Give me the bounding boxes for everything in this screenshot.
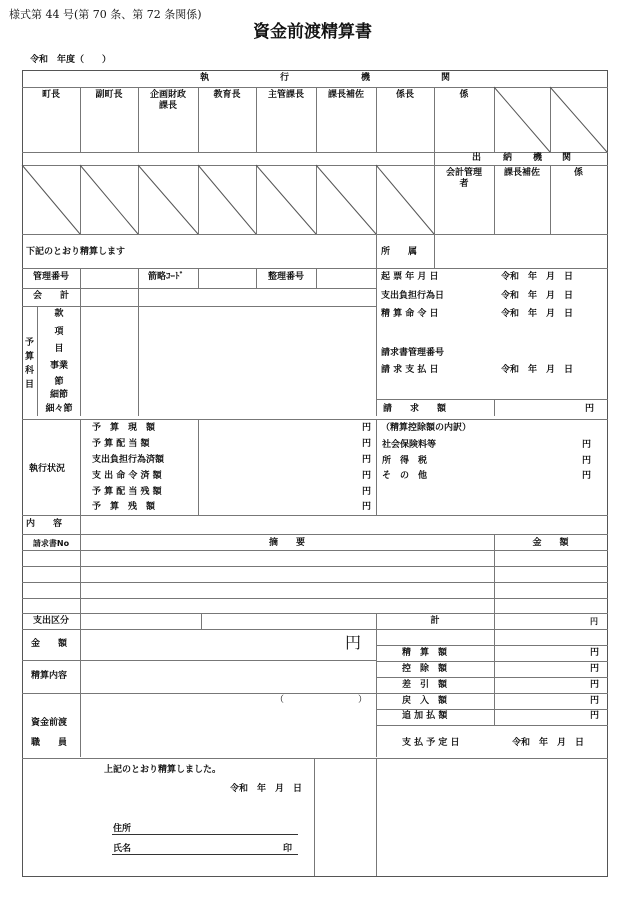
date-label-settlement-order: 精 算 命 令 日 bbox=[381, 309, 439, 319]
divider bbox=[376, 661, 608, 662]
budget-item-setsu: 節 bbox=[54, 377, 64, 387]
role-section-head: 係長 bbox=[395, 90, 414, 100]
summary-label-net: 差 引 額 bbox=[402, 680, 448, 690]
affiliation-field[interactable] bbox=[435, 235, 607, 267]
total-label: 計 bbox=[430, 616, 440, 626]
reference-no-field[interactable] bbox=[317, 269, 375, 287]
summary-unit: 円 bbox=[590, 696, 600, 706]
role-planning-finance-chief: 企画財政 課長 bbox=[149, 90, 186, 111]
divider bbox=[80, 419, 81, 515]
diagonal-slash-icon bbox=[316, 165, 376, 234]
status-unit: 円 bbox=[362, 471, 372, 481]
deduction-title: （精算控除額の内訳） bbox=[381, 423, 472, 433]
status-unit: 円 bbox=[362, 439, 372, 449]
content-field[interactable] bbox=[81, 516, 607, 533]
diagonal-slash-icon bbox=[494, 87, 550, 152]
execution-label-2: 行 bbox=[280, 73, 290, 83]
account-field[interactable] bbox=[81, 289, 137, 305]
treasury-label-3: 機 bbox=[533, 153, 543, 163]
invoice-mgmt-label: 請求書管理番号 bbox=[381, 348, 445, 358]
divider bbox=[376, 709, 608, 710]
column-header-summary: 摘 要 bbox=[268, 538, 305, 548]
status-unit: 円 bbox=[362, 423, 372, 433]
divider bbox=[376, 645, 608, 646]
declaration-date[interactable]: 令和 年 月 日 bbox=[230, 784, 303, 794]
status-label-budget-remaining: 予 算 残 額 bbox=[92, 502, 156, 512]
diagonal-slash-icon bbox=[376, 165, 434, 234]
page-title: 資金前渡精算書 bbox=[253, 22, 372, 42]
short-code-field[interactable] bbox=[199, 269, 255, 287]
invoice-pay-date-value[interactable]: 令和 年 月 日 bbox=[501, 365, 574, 375]
invoice-amount-label: 請 求 額 bbox=[383, 404, 447, 414]
divider bbox=[201, 613, 202, 629]
status-unit: 円 bbox=[362, 502, 372, 512]
form-number: 様式第 44 号(第 70 条、第 72 条関係) bbox=[9, 8, 202, 21]
role-staff: 係 bbox=[459, 90, 469, 100]
column-header-amount: 金 額 bbox=[532, 538, 569, 548]
date-value-settlement-order[interactable]: 令和 年 月 日 bbox=[501, 309, 574, 319]
table-row[interactable] bbox=[23, 599, 607, 612]
address-label: 住所 bbox=[113, 824, 132, 834]
diagonal-slash-icon bbox=[550, 87, 607, 152]
divider bbox=[376, 419, 377, 515]
summary-unit: 円 bbox=[590, 711, 600, 721]
total-unit: 円 bbox=[590, 617, 598, 626]
treasury-label-1: 出 bbox=[472, 153, 482, 163]
remarks-box[interactable] bbox=[377, 759, 607, 875]
deduction-label-social-insurance: 社会保険料等 bbox=[382, 440, 437, 450]
diagonal-slash-icon bbox=[138, 165, 198, 234]
execution-label-1: 執 bbox=[200, 73, 210, 83]
settlement-content-label: 精算内容 bbox=[31, 671, 68, 681]
role-treasury-staff: 係 bbox=[573, 168, 583, 178]
name-label: 氏名 bbox=[113, 844, 132, 854]
budget-code-field[interactable] bbox=[81, 307, 137, 415]
invoice-amount-field[interactable] bbox=[495, 400, 583, 415]
payment-date-label: 支 払 予 定 日 bbox=[402, 738, 460, 748]
deduction-unit: 円 bbox=[582, 456, 592, 466]
budget-item-project: 事業 bbox=[49, 361, 68, 371]
reference-no-label: 整理番号 bbox=[267, 272, 304, 282]
budget-item-kan: 款 bbox=[54, 309, 64, 319]
budget-item-kou: 項 bbox=[54, 327, 64, 337]
date-value-drafted[interactable]: 令和 年 月 日 bbox=[501, 272, 574, 282]
divider bbox=[22, 152, 608, 153]
divider bbox=[376, 693, 608, 694]
role-deputy-mayor: 副町長 bbox=[95, 90, 123, 100]
divider bbox=[22, 534, 608, 535]
budget-item-moku: 目 bbox=[54, 344, 64, 354]
status-label-allocation-remaining: 予 算 配 当 残 額 bbox=[92, 487, 162, 497]
status-unit: 円 bbox=[362, 455, 372, 465]
seal-label: 印 bbox=[283, 844, 293, 854]
table-row[interactable] bbox=[23, 583, 607, 597]
address-underline bbox=[112, 834, 298, 835]
date-value-commitment[interactable]: 令和 年 月 日 bbox=[501, 291, 574, 301]
content-label: 内 容 bbox=[26, 519, 63, 529]
name-underline bbox=[112, 854, 298, 855]
address-field[interactable] bbox=[135, 821, 295, 833]
staff-label-2: 職 員 bbox=[31, 738, 68, 748]
diagonal-slash-icon bbox=[256, 165, 316, 234]
budget-name-field[interactable] bbox=[139, 307, 375, 415]
status-label-payment-order-done: 支 出 命 令 済 額 bbox=[92, 471, 162, 481]
budget-subject-label: 予算科目 bbox=[25, 338, 35, 390]
paren-open: （ bbox=[275, 695, 285, 705]
payment-date-value[interactable]: 令和 年 月 日 bbox=[512, 738, 585, 748]
diagonal-slash-icon bbox=[80, 165, 138, 234]
paren-close: ） bbox=[358, 695, 368, 705]
invoice-pay-date-label: 請 求 支 払 日 bbox=[381, 365, 439, 375]
diagonal-slash-icon bbox=[198, 165, 256, 234]
deduction-unit: 円 bbox=[582, 471, 592, 481]
table-row[interactable] bbox=[23, 551, 607, 565]
status-unit: 円 bbox=[362, 487, 372, 497]
role-assistant-chief: 課長補佐 bbox=[327, 90, 364, 100]
invoice-amount-yen: 円 bbox=[585, 404, 595, 414]
summary-label-additional: 追 加 払 額 bbox=[402, 711, 448, 721]
column-header-invoice-no: 請求書No bbox=[32, 539, 70, 548]
execution-status-label: 執行状況 bbox=[29, 464, 66, 474]
declaration-text: 上記のとおり精算しました。 bbox=[104, 765, 222, 775]
date-label-commitment: 支出負担行為日 bbox=[381, 291, 445, 301]
summary-unit: 円 bbox=[590, 664, 600, 674]
date-label-drafted: 起 票 年 月 日 bbox=[381, 272, 439, 282]
divider bbox=[376, 677, 608, 678]
status-label-budget-allocated: 予 算 配 当 額 bbox=[92, 439, 150, 449]
settlement-content-field[interactable] bbox=[81, 661, 375, 692]
affiliation-label: 所 属 bbox=[381, 247, 418, 257]
role-accounting-manager: 会計管理 者 bbox=[445, 168, 482, 189]
settlement-amount-label: 金 額 bbox=[31, 639, 68, 649]
divider bbox=[22, 419, 608, 420]
divider bbox=[376, 725, 608, 726]
budget-item-saisetsu: 細節 bbox=[49, 390, 68, 400]
divider bbox=[376, 613, 377, 757]
divider bbox=[198, 419, 199, 515]
intro-text: 下記のとおり精算します bbox=[26, 247, 126, 257]
management-no-field[interactable] bbox=[81, 269, 137, 287]
role-education-superintendent: 教育長 bbox=[213, 90, 241, 100]
role-mayor: 町長 bbox=[41, 90, 60, 100]
status-label-budget-current: 予 算 現 額 bbox=[92, 423, 156, 433]
treasury-label-4: 関 bbox=[562, 153, 572, 163]
settlement-amount-unit: 円 bbox=[345, 633, 362, 652]
summary-unit: 円 bbox=[590, 648, 600, 658]
divider bbox=[22, 288, 376, 289]
summary-label-refund: 戻 入 額 bbox=[402, 696, 448, 706]
divider bbox=[434, 152, 435, 165]
status-label-commitment-done: 支出負担行為済額 bbox=[92, 455, 165, 465]
treasury-label-2: 納 bbox=[503, 153, 513, 163]
expense-category-label: 支出区分 bbox=[32, 616, 69, 626]
table-row[interactable] bbox=[23, 567, 607, 581]
summary-unit: 円 bbox=[590, 680, 600, 690]
role-department-chief: 主管課長 bbox=[267, 90, 304, 100]
deduction-unit: 円 bbox=[582, 440, 592, 450]
short-code-label: 箭略ｺｰﾄﾞ bbox=[148, 272, 185, 282]
deduction-label-other: そ の 他 bbox=[382, 471, 428, 481]
budget-item-saisaisetsu: 細々節 bbox=[45, 404, 73, 414]
divider bbox=[376, 234, 377, 416]
account-label: 会 計 bbox=[32, 291, 69, 301]
staff-field[interactable] bbox=[81, 694, 375, 756]
seal-box[interactable] bbox=[315, 759, 375, 875]
deduction-label-income-tax: 所 得 税 bbox=[382, 456, 428, 466]
diagonal-slash-icon bbox=[22, 165, 80, 234]
execution-label-4: 関 bbox=[441, 73, 451, 83]
execution-label-3: 機 bbox=[361, 73, 371, 83]
summary-label-settlement: 精 算 額 bbox=[402, 648, 448, 658]
expense-category-field[interactable] bbox=[81, 614, 200, 628]
staff-label-1: 資金前渡 bbox=[31, 718, 68, 728]
management-no-label: 管理番号 bbox=[32, 272, 69, 282]
fiscal-year: 令和 年度（ ） bbox=[30, 55, 112, 65]
role-treasury-assistant-chief: 課長補佐 bbox=[503, 168, 540, 178]
name-field[interactable] bbox=[135, 841, 275, 853]
summary-label-deduction: 控 除 額 bbox=[402, 664, 448, 674]
settlement-amount-field[interactable] bbox=[81, 630, 341, 659]
